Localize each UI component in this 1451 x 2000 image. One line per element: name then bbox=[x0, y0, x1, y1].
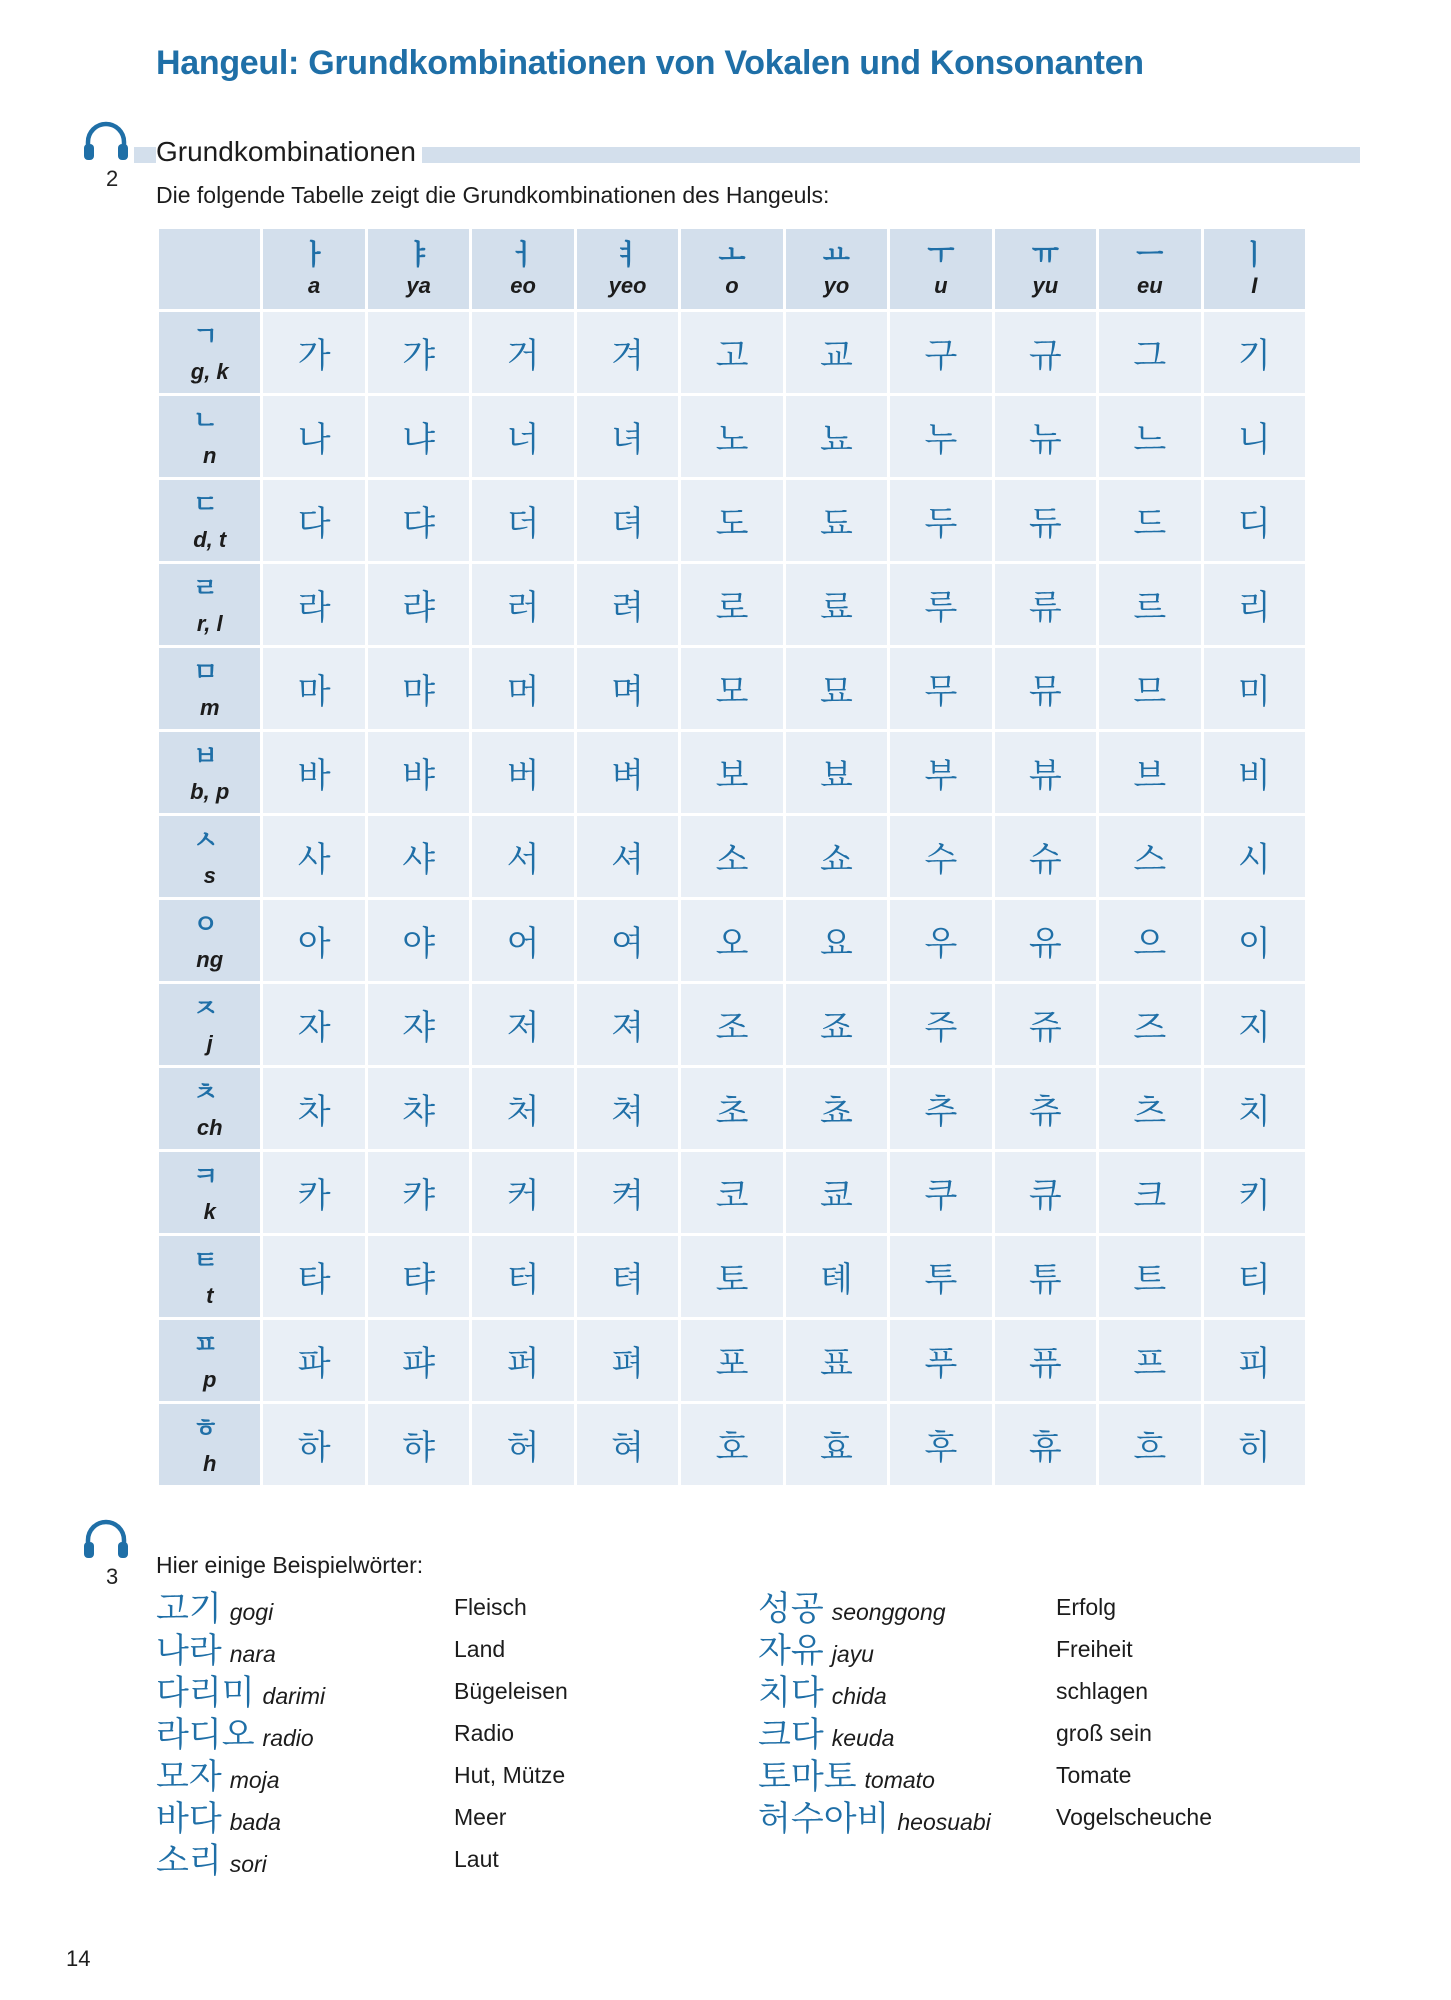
syllable-cell: 트 bbox=[1099, 1236, 1200, 1317]
syllable-cell: 니 bbox=[1204, 396, 1305, 477]
example-list-left bbox=[156, 1588, 736, 1882]
example-meaning: Freiheit bbox=[1056, 1636, 1133, 1662]
example-romanization: keuda bbox=[831, 1725, 895, 1751]
syllable-cell: 소 bbox=[681, 816, 782, 897]
syllable-cell: 피 bbox=[1204, 1320, 1305, 1401]
page-title: Hangeul: Grundkombinationen von Vokalen und Konsonanten bbox=[156, 44, 1144, 82]
consonant-header bbox=[159, 648, 260, 729]
example-meaning: Hut, Mütze bbox=[454, 1762, 566, 1788]
syllable-cell: 너 bbox=[472, 396, 573, 477]
consonant-romanization: p bbox=[203, 1367, 217, 1392]
consonant-jamo: ㅊ bbox=[193, 1078, 219, 1108]
consonant-romanization: t bbox=[206, 1283, 214, 1308]
syllable-cell: 휴 bbox=[995, 1404, 1096, 1485]
consonant-jamo: ㅈ bbox=[193, 994, 219, 1024]
vowel-jamo: ㅕ bbox=[614, 238, 642, 271]
example-word-row bbox=[156, 1840, 736, 1882]
consonant-header bbox=[159, 1320, 260, 1401]
consonant-romanization: k bbox=[203, 1199, 216, 1224]
example-romanization: radio bbox=[262, 1725, 314, 1751]
example-romanization: sori bbox=[229, 1851, 267, 1877]
vowel-header bbox=[368, 229, 469, 309]
syllable-cell: 으 bbox=[1099, 900, 1200, 981]
headphones-icon[interactable] bbox=[80, 118, 132, 164]
consonant-romanization: ch bbox=[196, 1115, 223, 1140]
syllable-cell: 키 bbox=[1204, 1152, 1305, 1233]
syllable-cell: 로 bbox=[681, 564, 782, 645]
example-word-row bbox=[156, 1714, 736, 1756]
example-hangul: 자유 bbox=[758, 1631, 824, 1671]
syllable-cell: 큐 bbox=[995, 1152, 1096, 1233]
vowel-romanization: u bbox=[934, 273, 948, 298]
consonant-jamo: ㄴ bbox=[193, 406, 219, 436]
consonant-header bbox=[159, 984, 260, 1065]
vowel-romanization: a bbox=[308, 273, 321, 298]
syllable-cell: 댜 bbox=[368, 480, 469, 561]
syllable-cell: 아 bbox=[263, 900, 364, 981]
syllable-cell: 서 bbox=[472, 816, 573, 897]
syllable-cell: 어 bbox=[472, 900, 573, 981]
consonant-header bbox=[159, 1152, 260, 1233]
syllable-cell: 커 bbox=[472, 1152, 573, 1233]
example-hangul: 소리 bbox=[156, 1841, 222, 1881]
syllable-cell: 스 bbox=[1099, 816, 1200, 897]
vowel-jamo: ㅡ bbox=[1136, 238, 1164, 271]
table-row bbox=[159, 816, 1305, 897]
syllable-cell: 요 bbox=[786, 900, 887, 981]
syllable-cell: 셔 bbox=[577, 816, 678, 897]
vowel-jamo: ㅜ bbox=[927, 238, 955, 271]
vowel-jamo: ㅓ bbox=[509, 238, 537, 271]
example-meaning: Erfolg bbox=[1056, 1594, 1117, 1620]
example-word-row bbox=[758, 1672, 1358, 1714]
syllable-cell: 랴 bbox=[368, 564, 469, 645]
syllable-cell: 터 bbox=[472, 1236, 573, 1317]
consonant-header bbox=[159, 732, 260, 813]
syllable-cell: 튜 bbox=[995, 1236, 1096, 1317]
syllable-cell: 버 bbox=[472, 732, 573, 813]
syllable-cell: 이 bbox=[1204, 900, 1305, 981]
table-row bbox=[159, 564, 1305, 645]
consonant-romanization: d, t bbox=[193, 527, 227, 552]
consonant-romanization: j bbox=[206, 1031, 213, 1056]
syllable-cell: 타 bbox=[263, 1236, 364, 1317]
syllable-cell: 조 bbox=[681, 984, 782, 1065]
example-meaning: groß sein bbox=[1056, 1720, 1152, 1746]
syllable-cell: 미 bbox=[1204, 648, 1305, 729]
syllable-cell: 부 bbox=[890, 732, 991, 813]
syllable-cell: 모 bbox=[681, 648, 782, 729]
vowel-jamo: ㅏ bbox=[300, 238, 328, 271]
consonant-header bbox=[159, 1068, 260, 1149]
consonant-jamo: ㅋ bbox=[193, 1162, 219, 1192]
example-meaning: Bügeleisen bbox=[454, 1678, 568, 1704]
syllable-cell: 퍼 bbox=[472, 1320, 573, 1401]
table-row bbox=[159, 984, 1305, 1065]
consonant-header bbox=[159, 312, 260, 393]
syllable-cell: 벼 bbox=[577, 732, 678, 813]
syllable-cell: 후 bbox=[890, 1404, 991, 1485]
example-list-right bbox=[758, 1588, 1358, 1840]
syllable-cell: 햐 bbox=[368, 1404, 469, 1485]
table-row bbox=[159, 900, 1305, 981]
syllable-cell: 쳐 bbox=[577, 1068, 678, 1149]
vowel-header bbox=[263, 229, 364, 309]
syllable-cell: 먀 bbox=[368, 648, 469, 729]
vowel-jamo: ㅛ bbox=[822, 238, 850, 271]
syllable-cell: 누 bbox=[890, 396, 991, 477]
syllable-cell: 쵸 bbox=[786, 1068, 887, 1149]
syllable-cell: 효 bbox=[786, 1404, 887, 1485]
example-word-row bbox=[156, 1756, 736, 1798]
syllable-cell: 뉴 bbox=[995, 396, 1096, 477]
example-word-row bbox=[758, 1798, 1358, 1840]
example-meaning: schlagen bbox=[1056, 1678, 1149, 1704]
syllable-cell: 뎌 bbox=[577, 480, 678, 561]
syllable-cell: 그 bbox=[1099, 312, 1200, 393]
syllable-cell: 쿠 bbox=[890, 1152, 991, 1233]
syllable-cell: 처 bbox=[472, 1068, 573, 1149]
vowel-header bbox=[577, 229, 678, 309]
syllable-cell: 져 bbox=[577, 984, 678, 1065]
syllable-cell: 뵤 bbox=[786, 732, 887, 813]
syllable-cell: 노 bbox=[681, 396, 782, 477]
consonant-romanization: b, p bbox=[190, 779, 230, 804]
consonant-jamo: ㅇ bbox=[193, 910, 219, 940]
table-row bbox=[159, 480, 1305, 561]
vowel-romanization: yeo bbox=[608, 273, 647, 298]
consonant-jamo: ㄱ bbox=[193, 322, 219, 352]
syllable-cell: 도 bbox=[681, 480, 782, 561]
example-meaning: Land bbox=[454, 1636, 506, 1662]
consonant-header bbox=[159, 480, 260, 561]
syllable-cell: 느 bbox=[1099, 396, 1200, 477]
syllable-cell: 므 bbox=[1099, 648, 1200, 729]
syllable-cell: 루 bbox=[890, 564, 991, 645]
syllable-cell: 흐 bbox=[1099, 1404, 1200, 1485]
example-romanization: darimi bbox=[262, 1683, 326, 1709]
syllable-cell: 톄 bbox=[786, 1236, 887, 1317]
syllable-cell: 됴 bbox=[786, 480, 887, 561]
syllable-cell: 지 bbox=[1204, 984, 1305, 1065]
syllable-cell: 티 bbox=[1204, 1236, 1305, 1317]
example-word-row bbox=[156, 1630, 736, 1672]
example-hangul: 모자 bbox=[156, 1757, 222, 1797]
example-hangul: 바다 bbox=[156, 1799, 222, 1839]
syllable-cell: 혀 bbox=[577, 1404, 678, 1485]
example-word-row bbox=[758, 1588, 1358, 1630]
example-hangul: 크다 bbox=[758, 1715, 824, 1755]
syllable-cell: 다 bbox=[263, 480, 364, 561]
syllable-cell: 쿄 bbox=[786, 1152, 887, 1233]
example-romanization: gogi bbox=[229, 1599, 274, 1625]
consonant-romanization: r, l bbox=[196, 611, 223, 636]
vowel-jamo: ㅠ bbox=[1031, 238, 1059, 271]
syllable-cell: 브 bbox=[1099, 732, 1200, 813]
example-meaning: Radio bbox=[454, 1720, 515, 1746]
table-row bbox=[159, 1152, 1305, 1233]
consonant-header bbox=[159, 1236, 260, 1317]
example-hangul: 허수아비 bbox=[758, 1799, 890, 1839]
syllable-cell: 갸 bbox=[368, 312, 469, 393]
syllable-cell: 뷰 bbox=[995, 732, 1096, 813]
example-meaning: Meer bbox=[454, 1804, 507, 1830]
example-romanization: moja bbox=[229, 1767, 280, 1793]
example-romanization: jayu bbox=[831, 1641, 874, 1667]
syllable-cell: 카 bbox=[263, 1152, 364, 1233]
syllable-cell: 겨 bbox=[577, 312, 678, 393]
example-meaning: Vogelscheuche bbox=[1056, 1804, 1213, 1830]
syllable-cell: 프 bbox=[1099, 1320, 1200, 1401]
example-romanization: nara bbox=[229, 1641, 276, 1667]
example-meaning: Fleisch bbox=[454, 1594, 527, 1620]
syllable-cell: 표 bbox=[786, 1320, 887, 1401]
syllable-cell: 라 bbox=[263, 564, 364, 645]
vowel-header-row bbox=[159, 229, 1305, 309]
example-word-row bbox=[156, 1588, 736, 1630]
consonant-jamo: ㄷ bbox=[193, 490, 219, 520]
syllable-cell: 저 bbox=[472, 984, 573, 1065]
syllable-cell: 자 bbox=[263, 984, 364, 1065]
consonant-header bbox=[159, 900, 260, 981]
syllable-cell: 구 bbox=[890, 312, 991, 393]
table-row bbox=[159, 648, 1305, 729]
syllable-cell: 호 bbox=[681, 1404, 782, 1485]
vowel-romanization: I bbox=[1251, 273, 1258, 298]
consonant-jamo: ㅁ bbox=[193, 658, 219, 688]
syllable-cell: 류 bbox=[995, 564, 1096, 645]
consonant-romanization: s bbox=[203, 863, 216, 888]
example-word-row bbox=[758, 1630, 1358, 1672]
syllable-cell: 규 bbox=[995, 312, 1096, 393]
syllable-cell: 슈 bbox=[995, 816, 1096, 897]
syllable-cell: 추 bbox=[890, 1068, 991, 1149]
syllable-cell: 샤 bbox=[368, 816, 469, 897]
example-romanization: bada bbox=[229, 1809, 281, 1835]
audio-track-number: 2 bbox=[106, 166, 119, 191]
example-word-row bbox=[758, 1756, 1358, 1798]
syllable-cell: 파 bbox=[263, 1320, 364, 1401]
example-hangul: 고기 bbox=[156, 1589, 222, 1629]
syllable-cell: 주 bbox=[890, 984, 991, 1065]
table-row bbox=[159, 1068, 1305, 1149]
syllable-cell: 마 bbox=[263, 648, 364, 729]
syllable-cell: 캬 bbox=[368, 1152, 469, 1233]
example-hangul: 토마토 bbox=[758, 1757, 857, 1797]
example-word-row bbox=[156, 1798, 736, 1840]
combination-table bbox=[156, 226, 1308, 1488]
syllable-cell: 시 bbox=[1204, 816, 1305, 897]
vowel-header bbox=[995, 229, 1096, 309]
syllable-cell: 허 bbox=[472, 1404, 573, 1485]
syllable-cell: 머 bbox=[472, 648, 573, 729]
syllable-cell: 퓨 bbox=[995, 1320, 1096, 1401]
example-romanization: chida bbox=[831, 1683, 887, 1709]
syllable-cell: 러 bbox=[472, 564, 573, 645]
syllable-cell: 뱌 bbox=[368, 732, 469, 813]
syllable-cell: 우 bbox=[890, 900, 991, 981]
syllable-cell: 즈 bbox=[1099, 984, 1200, 1065]
syllable-cell: 쇼 bbox=[786, 816, 887, 897]
consonant-jamo: ㅌ bbox=[193, 1246, 219, 1276]
consonant-romanization: g, k bbox=[190, 359, 229, 384]
syllable-cell: 사 bbox=[263, 816, 364, 897]
vowel-jamo: ㅗ bbox=[718, 238, 746, 271]
vowel-jamo: ㅣ bbox=[1240, 238, 1268, 271]
syllable-cell: 거 bbox=[472, 312, 573, 393]
table-corner bbox=[159, 229, 260, 309]
consonant-jamo: ㄹ bbox=[193, 574, 219, 604]
consonant-jamo: ㅅ bbox=[193, 826, 219, 856]
syllable-cell: 두 bbox=[890, 480, 991, 561]
syllable-cell: 켜 bbox=[577, 1152, 678, 1233]
syllable-cell: 나 bbox=[263, 396, 364, 477]
headphones-icon[interactable] bbox=[80, 1516, 132, 1562]
syllable-cell: 듀 bbox=[995, 480, 1096, 561]
syllable-cell: 수 bbox=[890, 816, 991, 897]
table-body bbox=[159, 312, 1305, 1485]
consonant-romanization: h bbox=[203, 1451, 217, 1476]
syllable-cell: 기 bbox=[1204, 312, 1305, 393]
vowel-header bbox=[472, 229, 573, 309]
syllable-cell: 차 bbox=[263, 1068, 364, 1149]
section-heading: Grundkombinationen bbox=[156, 136, 422, 168]
syllable-cell: 뇨 bbox=[786, 396, 887, 477]
example-word-row bbox=[758, 1714, 1358, 1756]
consonant-jamo: ㅍ bbox=[193, 1330, 219, 1360]
table-row bbox=[159, 1404, 1305, 1485]
consonant-romanization: ng bbox=[196, 947, 224, 972]
consonant-header bbox=[159, 396, 260, 477]
syllable-cell: 펴 bbox=[577, 1320, 678, 1401]
syllable-cell: 퍄 bbox=[368, 1320, 469, 1401]
example-hangul: 나라 bbox=[156, 1631, 222, 1671]
syllable-cell: 하 bbox=[263, 1404, 364, 1485]
example-romanization: tomato bbox=[864, 1767, 935, 1793]
syllable-cell: 보 bbox=[681, 732, 782, 813]
audio-track-number: 3 bbox=[106, 1564, 119, 1589]
consonant-jamo: ㅂ bbox=[193, 742, 219, 772]
syllable-cell: 코 bbox=[681, 1152, 782, 1233]
table-row bbox=[159, 1236, 1305, 1317]
syllable-cell: 디 bbox=[1204, 480, 1305, 561]
syllable-cell: 토 bbox=[681, 1236, 782, 1317]
syllable-cell: 오 bbox=[681, 900, 782, 981]
syllable-cell: 더 bbox=[472, 480, 573, 561]
syllable-cell: 고 bbox=[681, 312, 782, 393]
syllable-cell: 묘 bbox=[786, 648, 887, 729]
page-number: 14 bbox=[66, 1946, 91, 1971]
syllable-cell: 쥬 bbox=[995, 984, 1096, 1065]
syllable-cell: 바 bbox=[263, 732, 364, 813]
syllable-cell: 죠 bbox=[786, 984, 887, 1065]
syllable-cell: 야 bbox=[368, 900, 469, 981]
table-row bbox=[159, 732, 1305, 813]
syllable-cell: 가 bbox=[263, 312, 364, 393]
vowel-header bbox=[1204, 229, 1305, 309]
vowel-header bbox=[786, 229, 887, 309]
vowel-romanization: eu bbox=[1136, 273, 1163, 298]
syllable-cell: 탸 bbox=[368, 1236, 469, 1317]
syllable-cell: 리 bbox=[1204, 564, 1305, 645]
example-meaning: Laut bbox=[454, 1846, 499, 1872]
syllable-cell: 초 bbox=[681, 1068, 782, 1149]
syllable-cell: 료 bbox=[786, 564, 887, 645]
consonant-header bbox=[159, 1404, 260, 1485]
vowel-header bbox=[1099, 229, 1200, 309]
example-romanization: seonggong bbox=[831, 1599, 946, 1625]
vowel-header bbox=[681, 229, 782, 309]
syllable-cell: 크 bbox=[1099, 1152, 1200, 1233]
syllable-cell: 뮤 bbox=[995, 648, 1096, 729]
syllable-cell: 유 bbox=[995, 900, 1096, 981]
syllable-cell: 드 bbox=[1099, 480, 1200, 561]
example-word-row bbox=[156, 1672, 736, 1714]
vowel-romanization: yo bbox=[823, 273, 850, 298]
syllable-cell: 푸 bbox=[890, 1320, 991, 1401]
syllable-cell: 츠 bbox=[1099, 1068, 1200, 1149]
vowel-romanization: ya bbox=[406, 273, 431, 298]
vowel-romanization: o bbox=[725, 273, 739, 298]
syllable-cell: 텨 bbox=[577, 1236, 678, 1317]
consonant-jamo: ㅎ bbox=[193, 1414, 219, 1444]
syllable-cell: 녀 bbox=[577, 396, 678, 477]
table-row bbox=[159, 396, 1305, 477]
syllable-cell: 히 bbox=[1204, 1404, 1305, 1485]
vowel-romanization: eo bbox=[510, 273, 536, 298]
example-romanization: heosuabi bbox=[897, 1809, 991, 1835]
syllable-cell: 무 bbox=[890, 648, 991, 729]
syllable-cell: 교 bbox=[786, 312, 887, 393]
example-hangul: 성공 bbox=[758, 1589, 824, 1629]
examples-label: Hier einige Beispielwörter: bbox=[156, 1552, 424, 1578]
syllable-cell: 려 bbox=[577, 564, 678, 645]
consonant-romanization: m bbox=[199, 695, 220, 720]
example-meaning: Tomate bbox=[1056, 1762, 1132, 1788]
syllable-cell: 르 bbox=[1099, 564, 1200, 645]
table-row bbox=[159, 1320, 1305, 1401]
syllable-cell: 며 bbox=[577, 648, 678, 729]
vowel-jamo: ㅑ bbox=[405, 238, 433, 271]
intro-text: Die folgende Tabelle zeigt die Grundkombinationen des Hangeuls: bbox=[156, 182, 830, 208]
syllable-cell: 비 bbox=[1204, 732, 1305, 813]
consonant-romanization: n bbox=[203, 443, 217, 468]
example-hangul: 다리미 bbox=[156, 1673, 255, 1713]
syllable-cell: 포 bbox=[681, 1320, 782, 1401]
syllable-cell: 챠 bbox=[368, 1068, 469, 1149]
syllable-cell: 여 bbox=[577, 900, 678, 981]
vowel-romanization: yu bbox=[1032, 273, 1059, 298]
example-hangul: 라디오 bbox=[156, 1715, 255, 1755]
syllable-cell: 투 bbox=[890, 1236, 991, 1317]
syllable-cell: 냐 bbox=[368, 396, 469, 477]
syllable-cell: 츄 bbox=[995, 1068, 1096, 1149]
vowel-header bbox=[890, 229, 991, 309]
consonant-header bbox=[159, 564, 260, 645]
table-row bbox=[159, 312, 1305, 393]
syllable-cell: 치 bbox=[1204, 1068, 1305, 1149]
syllable-cell: 쟈 bbox=[368, 984, 469, 1065]
consonant-header bbox=[159, 816, 260, 897]
example-hangul: 치다 bbox=[758, 1673, 824, 1713]
